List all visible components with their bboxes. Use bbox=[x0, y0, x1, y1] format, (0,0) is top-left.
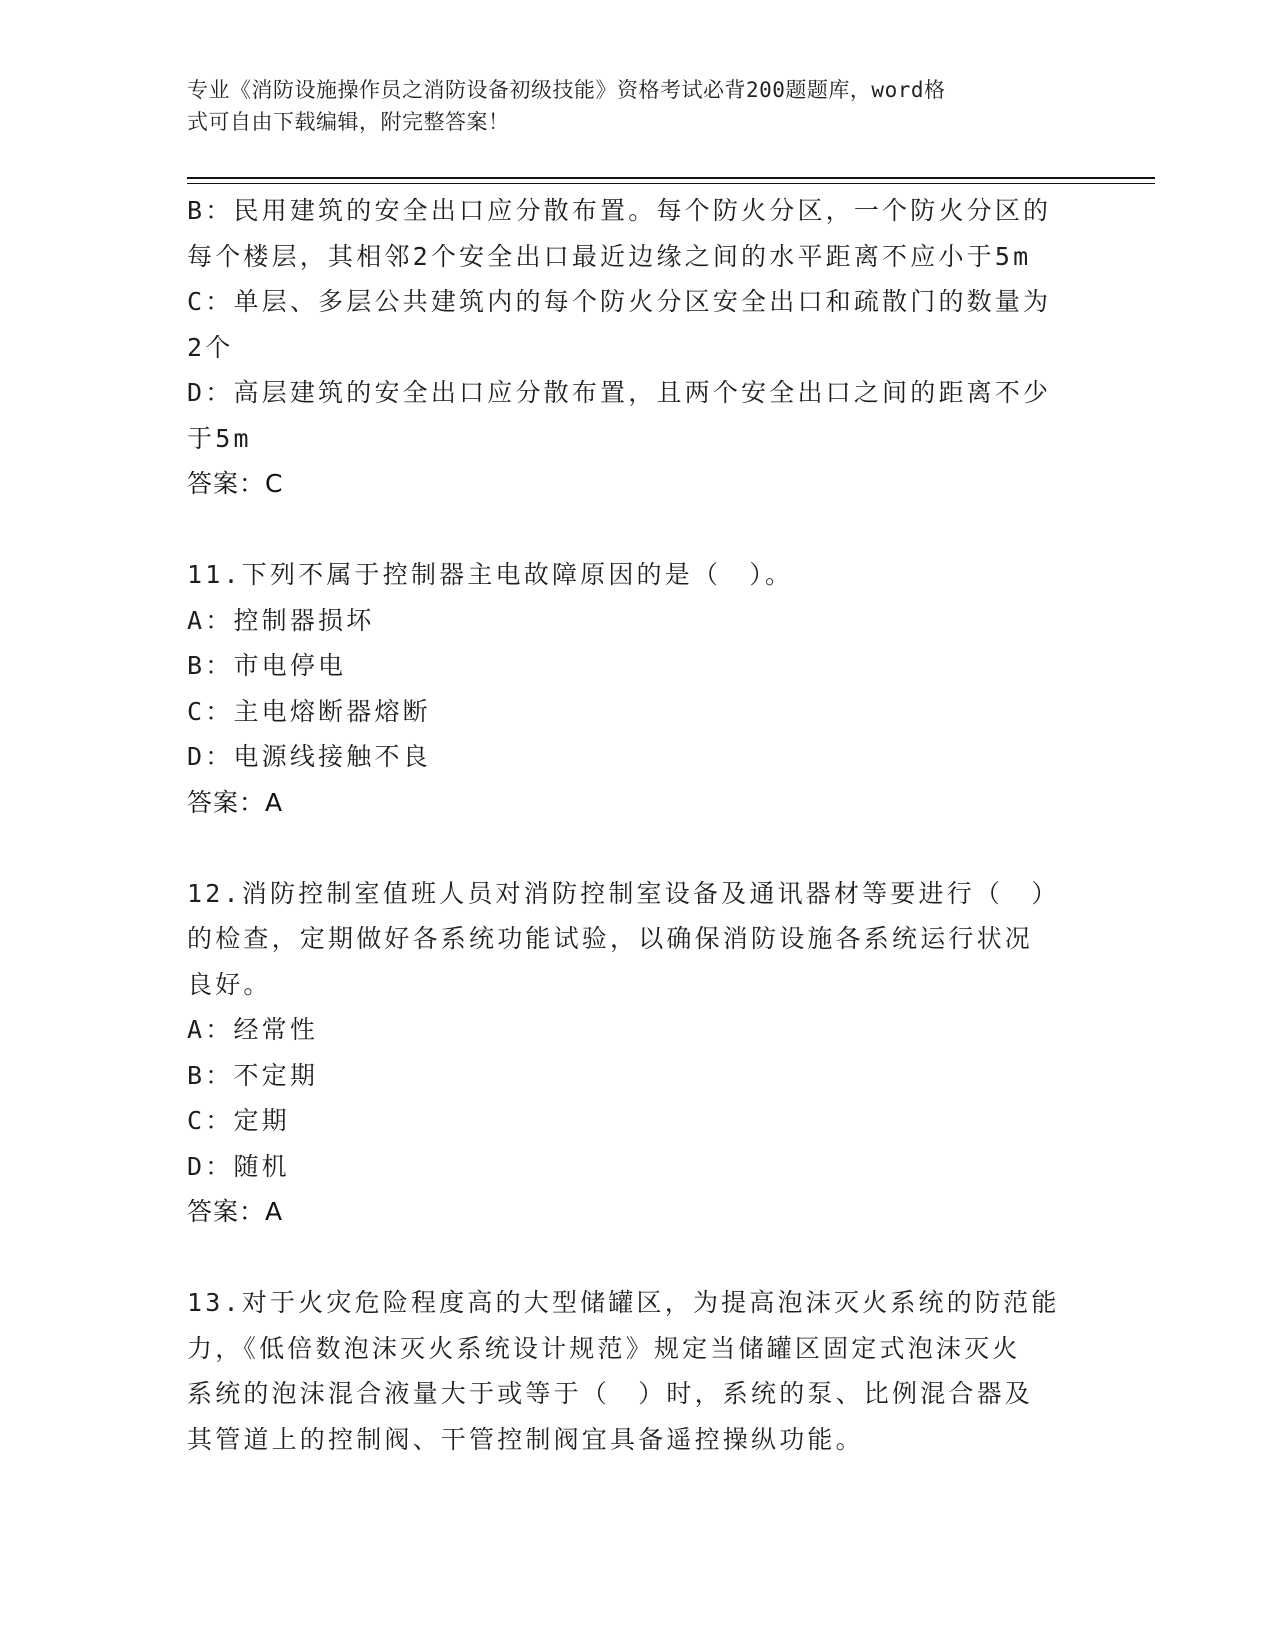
question-stem-line-3: 良好。 bbox=[187, 969, 272, 999]
question-spacer bbox=[187, 1235, 1067, 1281]
question-spacer bbox=[187, 507, 1067, 553]
option-c-line-1: C：单层、多层公共建筑内的每个防火分区安全出口和疏散门的数量为 bbox=[187, 287, 1052, 316]
question-block-12 bbox=[187, 871, 1067, 1235]
question-block-13 bbox=[187, 1280, 1067, 1462]
option-c: C：主电熔断器熔断 bbox=[187, 696, 431, 726]
question-block-11 bbox=[187, 552, 1067, 825]
answer-label: 答案：A bbox=[187, 787, 284, 817]
question-stem-line-1: 12.消防控制室值班人员对消防控制室设备及通讯器材等要进行（ ） bbox=[187, 878, 1060, 908]
question-stem: 11.下列不属于控制器主电故障原因的是（ ）。 bbox=[187, 560, 794, 589]
option-d: D：电源线接触不良 bbox=[187, 742, 431, 771]
option-d-line-1: D：高层建筑的安全出口应分散布置，且两个安全出口之间的距离不少 bbox=[187, 378, 1052, 407]
question-stem-line-1: 13.对于火灾危险程度高的大型储罐区，为提高泡沫灭火系统的防范能 bbox=[187, 1288, 1060, 1317]
answer-label: 答案：C bbox=[187, 469, 284, 498]
header-title-line-1: 专业《消防设施操作员之消防设备初级技能》资格考试必背200题题库，word格 bbox=[187, 78, 946, 102]
header-divider bbox=[187, 177, 1155, 184]
question-block-10 bbox=[187, 188, 1067, 507]
option-b-line-1: B：民用建筑的安全出口应分散布置。每个防火分区，一个防火分区的 bbox=[187, 196, 1052, 225]
question-stem-line-2: 力，《低倍数泡沫灭火系统设计规范》规定当储罐区固定式泡沫灭火 bbox=[187, 1333, 1021, 1363]
page-header bbox=[187, 74, 1067, 138]
option-b: B：不定期 bbox=[187, 1060, 319, 1090]
question-spacer bbox=[187, 825, 1067, 871]
question-list bbox=[187, 188, 1067, 1462]
answer-label: 答案：A bbox=[187, 1197, 284, 1226]
header-title-line-2: 式可自由下载编辑，附完整答案！ bbox=[187, 110, 510, 134]
question-stem-line-4: 其管道上的控制阀、干管控制阀宜具备遥控操纵功能。 bbox=[187, 1424, 864, 1454]
option-c: C：定期 bbox=[187, 1106, 290, 1135]
question-stem-line-3: 系统的泡沫混合液量大于或等于（ ）时，系统的泵、比例混合器及 bbox=[187, 1379, 1034, 1408]
option-d: D：随机 bbox=[187, 1151, 290, 1181]
option-a: A：控制器损坏 bbox=[187, 605, 375, 635]
question-stem-line-2: 的检查，定期做好各系统功能试验，以确保消防设施各系统运行状况 bbox=[187, 924, 1034, 953]
option-b: B：市电停电 bbox=[187, 651, 347, 680]
option-a: A：经常性 bbox=[187, 1015, 319, 1044]
option-c-line-2: 2个 bbox=[187, 332, 234, 362]
option-d-line-2: 于5m bbox=[187, 423, 252, 453]
option-b-line-2: 每个楼层，其相邻2个安全出口最近边缘之间的水平距离不应小于5m bbox=[187, 241, 1032, 271]
